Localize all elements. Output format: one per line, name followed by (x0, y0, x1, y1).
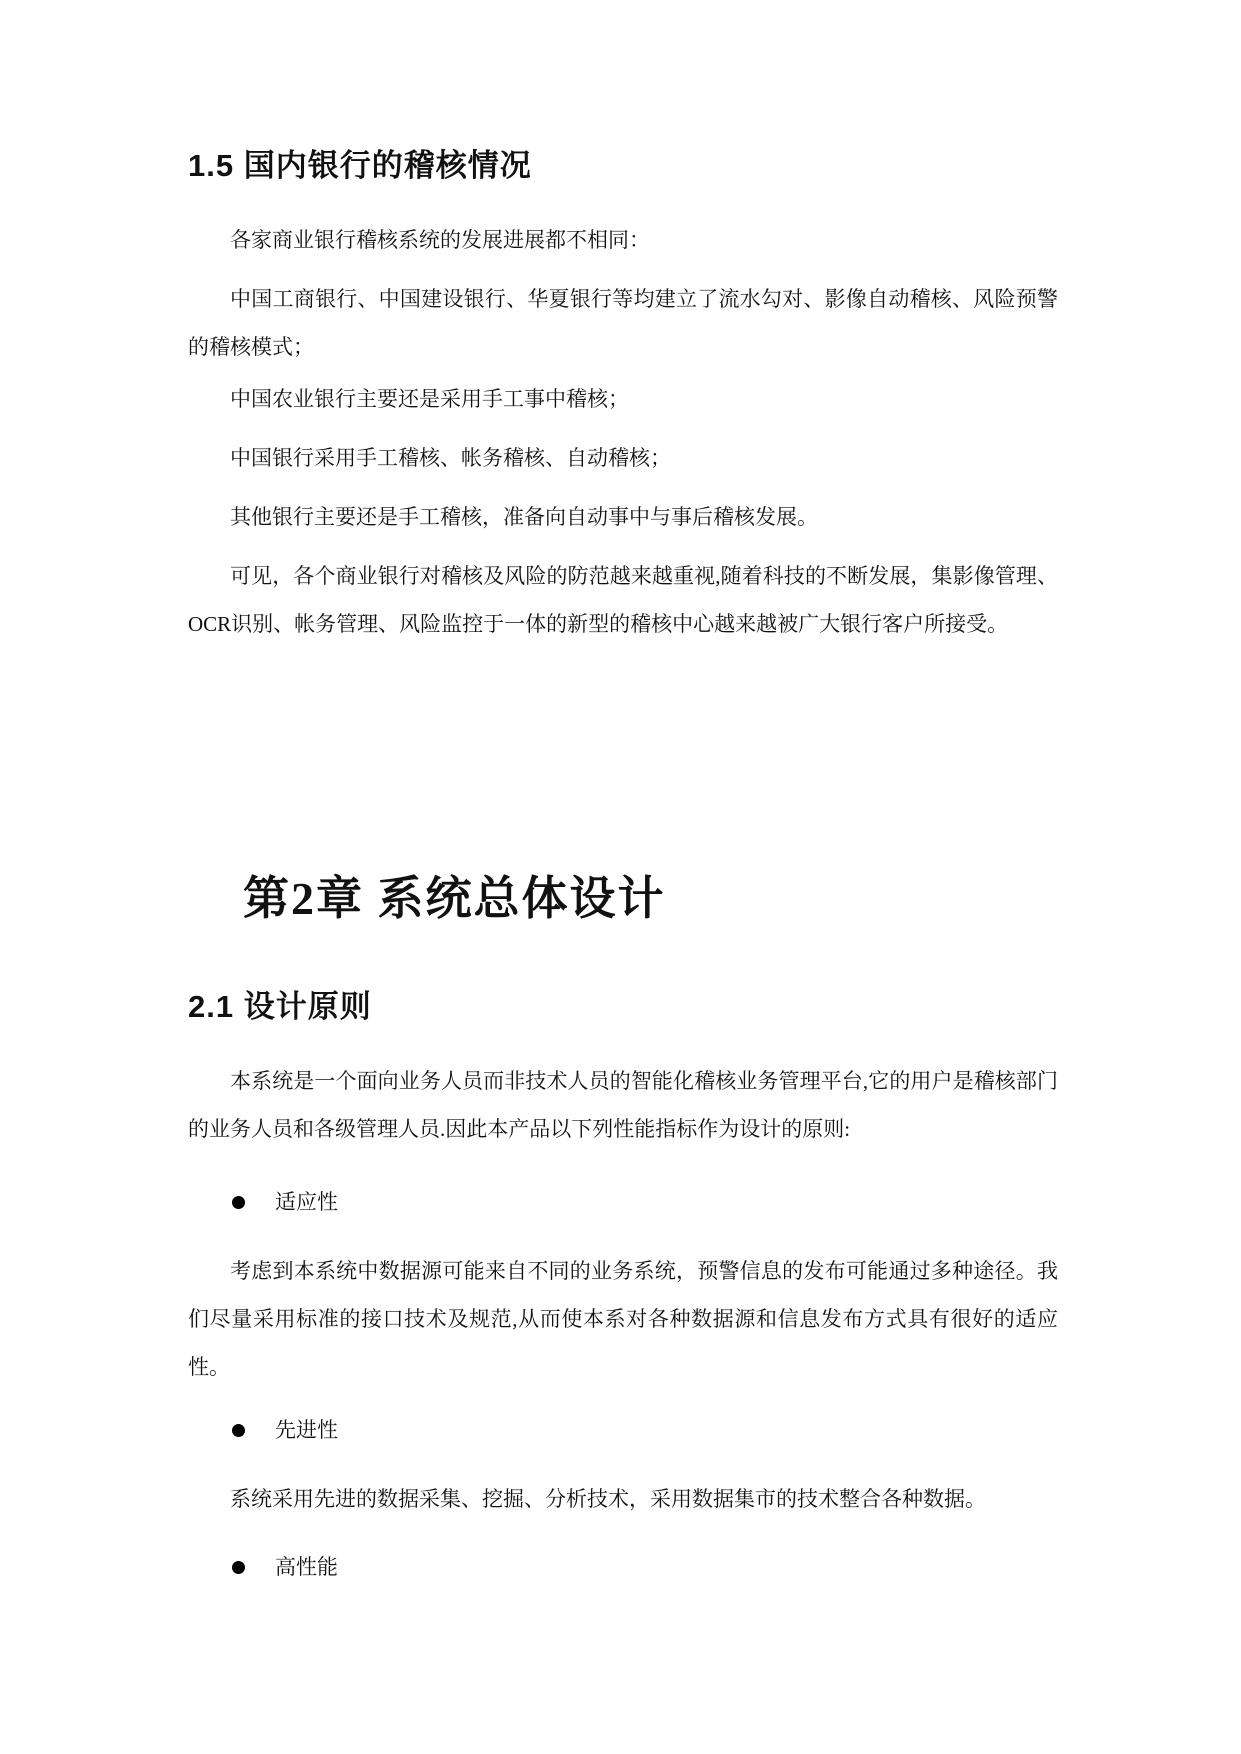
section-heading-2-1: 2.1 设计原则 (188, 989, 372, 1024)
bullet-item (232, 1415, 338, 1445)
bullet-dot-icon (232, 1196, 245, 1209)
bullet-item (232, 1552, 338, 1582)
paragraph: 考虑到本系统中数据源可能来自不同的业务系统，预警信息的发布可能通过多种途径。我们尽量采用标准的接口技术及规范,从而使本系对各种数据源和信息发布方式具有很好的适应性。 (188, 1259, 1058, 1379)
paragraph: 可见，各个商业银行对稽核及风险的防范越来越重视,随着科技的不断发展，集影像管理、OCR识别、帐务管理、风险监控于一体的新型的稽核中心越来越被广大银行客户所接受。 (188, 564, 1058, 636)
bullet-label: 适应性 (275, 1190, 338, 1214)
bullet-dot-icon (232, 1424, 245, 1437)
bullet-label: 先进性 (275, 1418, 338, 1442)
bullet-item (232, 1187, 338, 1217)
paragraph: 其他银行主要还是手工稽核，准备向自动事中与事后稽核发展。 (230, 505, 818, 529)
bullet-dot-icon (232, 1561, 245, 1574)
paragraph: 中国银行采用手工稽核、帐务稽核、自动稽核； (230, 446, 671, 470)
paragraph: 各家商业银行稽核系统的发展进展都不相同： (230, 228, 650, 252)
paragraph: 中国农业银行主要还是采用手工事中稽核； (230, 387, 629, 411)
bullet-label: 高性能 (275, 1555, 338, 1579)
paragraph: 本系统是一个面向业务人员而非技术人员的智能化稽核业务管理平台,它的用户是稽核部门的业务人员和各级管理人员.因此本产品以下列性能指标作为设计的原则: (188, 1069, 1058, 1141)
section-heading-1-5: 1.5 国内银行的稽核情况 (188, 148, 532, 183)
paragraph: 中国工商银行、中国建设银行、华夏银行等均建立了流水勾对、影像自动稽核、风险预警的稽核模式； (188, 287, 1058, 359)
chapter-title: 第2章 系统总体设计 (243, 873, 666, 924)
paragraph: 系统采用先进的数据采集、挖掘、分析技术，采用数据集市的技术整合各种数据。 (230, 1487, 986, 1511)
